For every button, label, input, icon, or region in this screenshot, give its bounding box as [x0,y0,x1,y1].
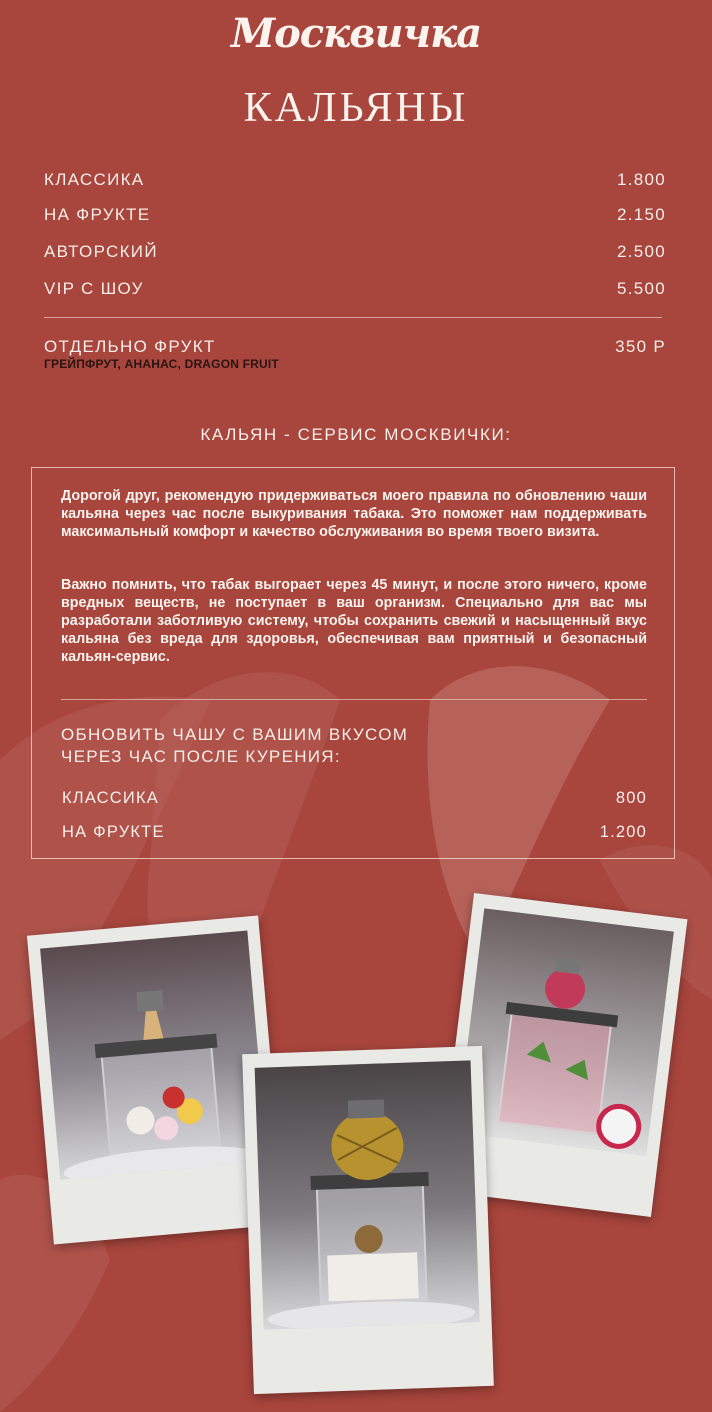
hookah-sweets-photo [40,930,267,1179]
menu-item-price: 2.500 [616,242,666,261]
menu-item-author [44,242,666,262]
refresh-heading-line2: ЧЕРЕЗ ЧАС ПОСЛЕ КУРЕНИЯ: [61,747,341,766]
service-paragraph-1: Дорогой друг, рекомендую придерживаться моего правила по обновлению чаши кальяна через час после выкуривания табака. Это поможет нам поддерживать максимальный комфорт и качество обслуживания во время твоего визита. [61,488,647,540]
menu-item-name: НА ФРУКТЕ [44,205,151,224]
refresh-item-fruit [62,823,647,842]
menu-item-fruit-extra [44,337,666,357]
menu-item-name: АВТОРСКИЙ [44,242,158,261]
menu-item-fruit [44,205,666,225]
menu-item-classic [44,170,666,190]
refresh-item-name: НА ФРУКТЕ [62,823,165,841]
brand-logo: Москвичка [230,10,482,57]
service-paragraph-2: Важно помнить, что табак выгорает через 45 минут, и после этого ничего, кроме вредных веществ, не поступает в ваш организм. Специально для вас мы разработали заботливую систему, чтобы сохранить свежий и насыщенный вкус кальяна без вреда для здоровья, обеспечивая вам приятный и безопасный кальян-сервис. [61,577,647,665]
refresh-item-name: КЛАССИКА [62,789,159,807]
refresh-item-classic [62,789,647,808]
menu-item-vip [44,279,666,299]
hookah-dragonfruit-photo [457,908,674,1156]
menu-item-price: 1.800 [616,170,666,189]
refresh-heading-line1: ОБНОВИТЬ ЧАШУ С ВАШИМ ВКУСОМ [61,725,409,744]
menu-item-name: ОТДЕЛЬНО ФРУКТ [44,337,216,356]
fruit-options: ГРЕЙПФРУТ, АНАНАС, DRAGON FRUIT [44,357,279,371]
refresh-heading [61,724,561,768]
menu-divider [44,317,662,318]
menu-item-price: 2.150 [616,205,666,224]
refresh-item-price: 800 [615,789,647,807]
refresh-item-price: 1.200 [599,823,647,841]
hookah-pineapple-photo [255,1060,480,1329]
service-divider [61,699,647,700]
service-heading: КАЛЬЯН - СЕРВИС МОСКВИЧКИ: [200,425,512,444]
menu-item-price: 5.500 [616,279,666,298]
menu-item-price: 350 Р [615,337,666,356]
page-title: КАЛЬЯНЫ [243,85,469,131]
polaroid-center [242,1046,494,1394]
menu-item-name: КЛАССИКА [44,170,145,189]
menu-item-name: VIP С ШОУ [44,279,144,298]
